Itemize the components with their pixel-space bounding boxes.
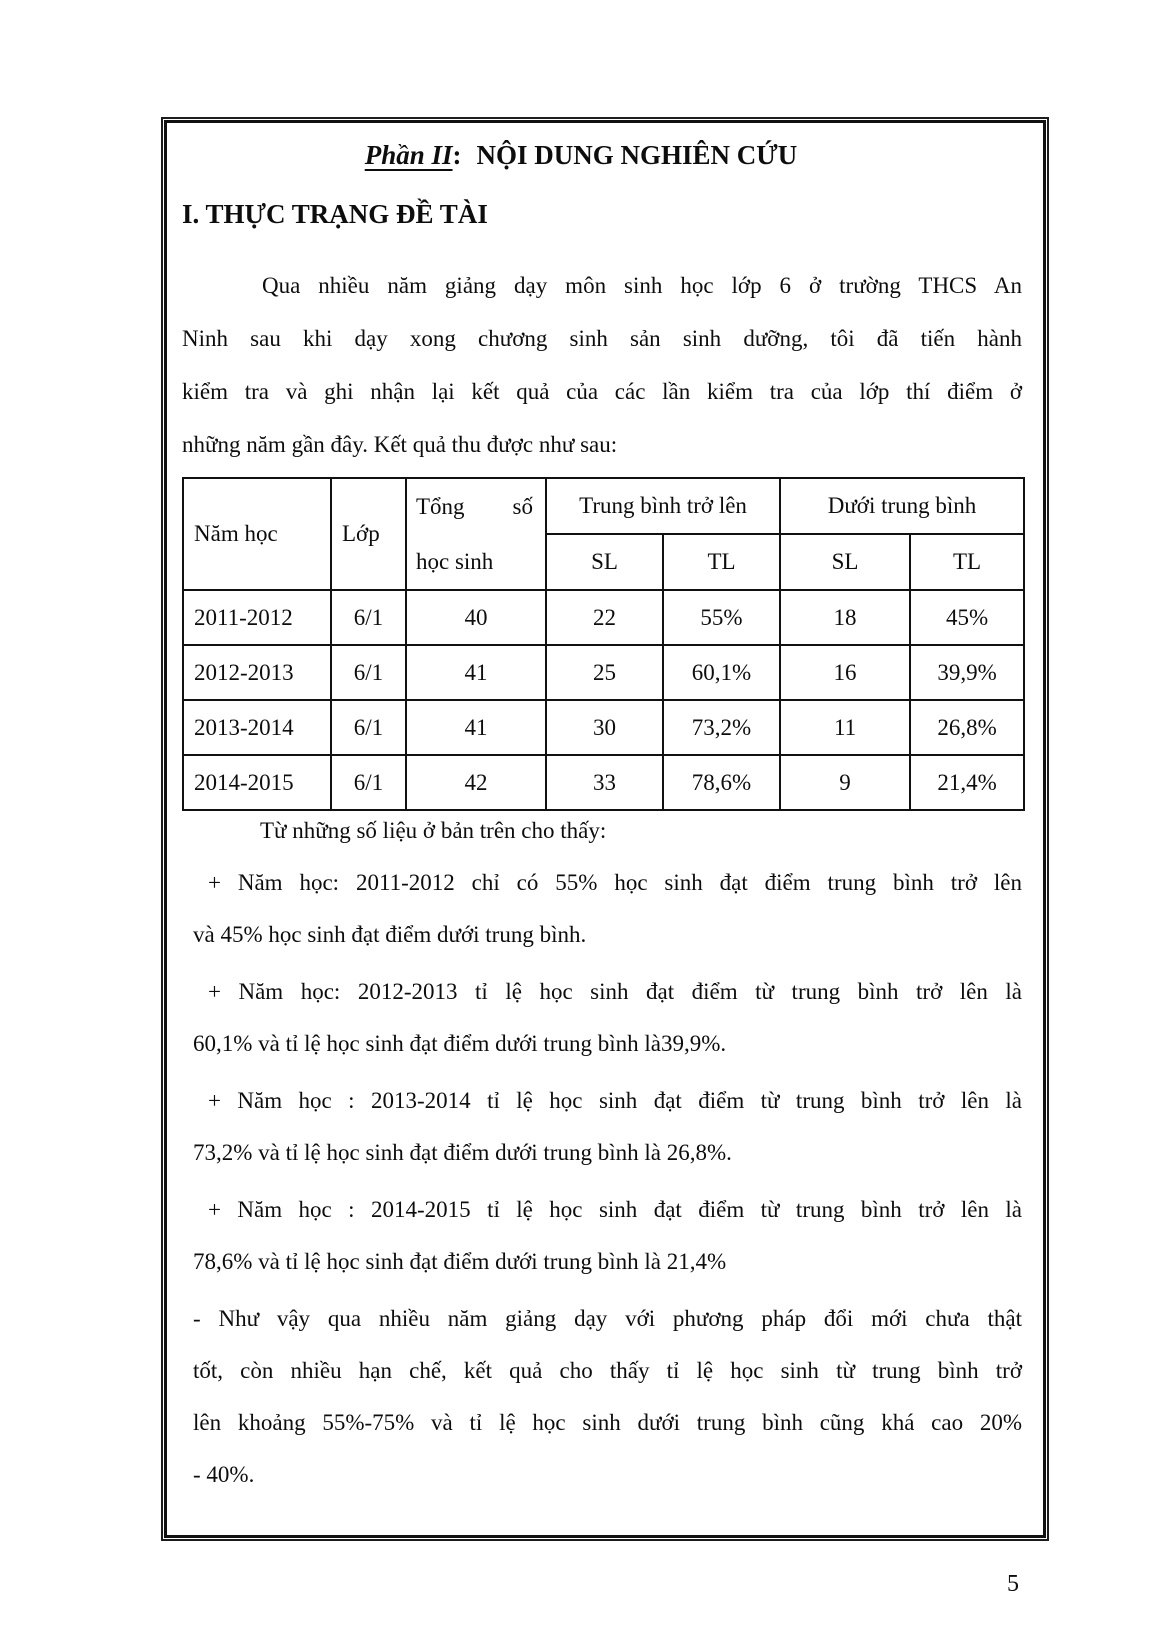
- header-tl: TL: [910, 534, 1024, 590]
- conclusion-line: lên khoảng 55%-75% và tỉ lệ học sinh dưới trung bình cũng khá cao 20%: [193, 1410, 1022, 1435]
- table-cell: 42: [406, 755, 546, 810]
- table-cell: 40: [406, 590, 546, 645]
- page-title: [182, 130, 1022, 180]
- analysis-line: + Năm học: 2011-2012 chỉ có 55% học sinh đạt điểm trung bình trở lên: [208, 870, 1022, 895]
- table-row: [183, 755, 1024, 810]
- header-tl: TL: [663, 534, 780, 590]
- analysis-line: 78,6% và tỉ lệ học sinh đạt điểm dưới trung bình là 21,4%: [193, 1249, 727, 1274]
- conclusion-line: - 40%.: [193, 1462, 255, 1487]
- header-trung-binh-tro-len: Trung bình trở lên: [546, 478, 780, 534]
- table-cell: 11: [780, 700, 910, 755]
- analysis-item: [182, 857, 1022, 961]
- header-nam-hoc: Năm học: [183, 478, 331, 590]
- page-number: 5: [1007, 1571, 1019, 1597]
- table-row: [183, 700, 1024, 755]
- analysis-line: và 45% học sinh đạt điểm dưới trung bình.: [193, 922, 587, 947]
- table-cell: 26,8%: [910, 700, 1024, 755]
- intro-line: Ninh sau khi dạy xong chương sinh sản sinh dưỡng, tôi đã tiến hành: [182, 326, 1022, 351]
- table-cell: 41: [406, 645, 546, 700]
- analysis-line: + Năm học: 2012-2013 tỉ lệ học sinh đạt điểm từ trung bình trở lên là: [208, 979, 1022, 1004]
- header-duoi-trung-binh: Dưới trung bình: [780, 478, 1024, 534]
- header-sl: SL: [546, 534, 663, 590]
- table-cell: 2011-2012: [183, 590, 331, 645]
- analysis-item: [182, 1075, 1022, 1179]
- table-cell: 6/1: [331, 700, 406, 755]
- conclusion-line: - Như vậy qua nhiều năm giảng dạy với phương pháp đổi mới chưa thật: [193, 1306, 1022, 1331]
- table-cell: 60,1%: [663, 645, 780, 700]
- table-cell: 16: [780, 645, 910, 700]
- table-cell: 55%: [663, 590, 780, 645]
- page-content: [167, 130, 1043, 1501]
- conclusion-line: tốt, còn nhiều hạn chế, kết quả cho thấy tỉ lệ học sinh từ trung bình trở: [193, 1358, 1022, 1383]
- header-hoc-sinh: học sinh: [416, 549, 494, 574]
- intro-line: kiểm tra và ghi nhận lại kết quả của các lần kiểm tra của lớp thí điểm ở: [182, 379, 1022, 404]
- intro-line: những năm gần đây. Kết quả thu được như sau:: [182, 432, 618, 457]
- title-colon: :: [452, 140, 462, 170]
- header-tong-so: Tổng số: [416, 494, 533, 519]
- table-cell: 25: [546, 645, 663, 700]
- analysis-line: 60,1% và tỉ lệ học sinh đạt điểm dưới trung bình là39,9%.: [193, 1031, 727, 1056]
- section-heading: I. THỰC TRẠNG ĐỀ TÀI: [182, 199, 488, 229]
- title-part-label: Phần II: [364, 140, 453, 170]
- analysis-item: [182, 966, 1022, 1070]
- analysis-line: + Năm học : 2013-2014 tỉ lệ học sinh đạt điểm từ trung bình trở lên là: [208, 1088, 1022, 1113]
- table-cell: 21,4%: [910, 755, 1024, 810]
- intro-paragraph: [182, 259, 1022, 471]
- table-row: [183, 590, 1024, 645]
- header-tong-so-hoc-sinh: [406, 478, 546, 590]
- table-cell: 18: [780, 590, 910, 645]
- table-cell: 6/1: [331, 645, 406, 700]
- page-border-inner: [164, 120, 1046, 1538]
- analysis-item: [182, 1184, 1022, 1288]
- table-cell: 78,6%: [663, 755, 780, 810]
- table-cell: 2013-2014: [183, 700, 331, 755]
- header-sl: SL: [780, 534, 910, 590]
- table-row: [183, 645, 1024, 700]
- analysis-lead-line: Từ những số liệu ở bản trên cho thấy:: [260, 818, 607, 843]
- table-cell: 30: [546, 700, 663, 755]
- table-cell: 73,2%: [663, 700, 780, 755]
- header-lop: Lớp: [331, 478, 406, 590]
- table-cell: 33: [546, 755, 663, 810]
- table-cell: 6/1: [331, 755, 406, 810]
- table-cell: 6/1: [331, 590, 406, 645]
- intro-line: Qua nhiều năm giảng dạy môn sinh học lớp 6 ở trường THCS An: [262, 273, 1022, 298]
- table-cell: 45%: [910, 590, 1024, 645]
- table-cell: 22: [546, 590, 663, 645]
- results-table: [182, 477, 1025, 811]
- conclusion-paragraph: [182, 1293, 1022, 1501]
- page-border-outer: [161, 117, 1049, 1541]
- table-cell: 39,9%: [910, 645, 1024, 700]
- table-cell: 9: [780, 755, 910, 810]
- table-cell: 41: [406, 700, 546, 755]
- table-cell: 2012-2013: [183, 645, 331, 700]
- table-cell: 2014-2015: [183, 755, 331, 810]
- analysis-line: + Năm học : 2014-2015 tỉ lệ học sinh đạt điểm từ trung bình trở lên là: [208, 1197, 1022, 1222]
- analysis-line: 73,2% và tỉ lệ học sinh đạt điểm dưới trung bình là 26,8%.: [193, 1140, 732, 1165]
- title-main-text: NỘI DUNG NGHIÊN CỨU: [476, 140, 798, 170]
- table-header-row: [183, 478, 1024, 534]
